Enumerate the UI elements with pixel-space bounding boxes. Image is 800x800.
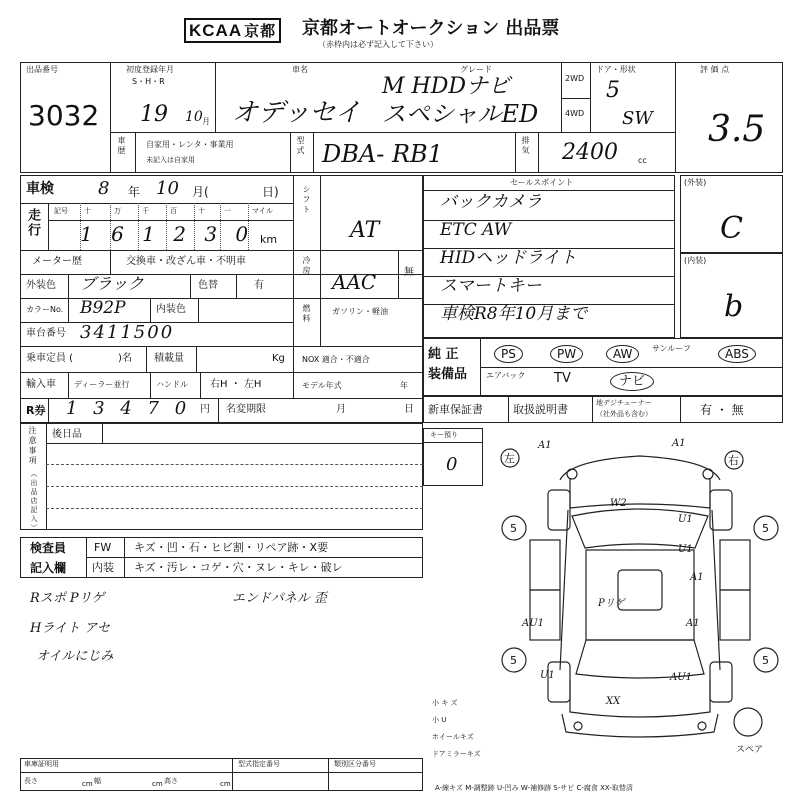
damage-mark-12: XX (606, 696, 621, 707)
capacity-label: 乗車定員 ( (26, 353, 74, 364)
car-front-bumper (560, 456, 720, 480)
import-options: ディーラー並行 (74, 380, 130, 389)
damage-mark-4: U1 (678, 514, 693, 525)
damage-mark-9: Pリゲ (598, 598, 625, 609)
notes-label-sub: （出品店記入） (30, 470, 38, 533)
shaken-year: 8 (98, 178, 110, 199)
damage-mark-11: AU1 (670, 672, 693, 683)
first-reg-label: 初度登録年月 (126, 65, 174, 74)
color-change-label: 色替 (198, 280, 218, 291)
inspector-label-2: 記入欄 (30, 561, 67, 575)
color-no-label: カラーNo. (26, 305, 64, 314)
sales-point-line: スマートキー (440, 276, 542, 296)
damage-mark-1: A1 (538, 440, 552, 451)
int-insp-options: キズ・汚レ・コゲ・穴・ヌレ・キレ・破レ (134, 561, 343, 574)
load-label: 積載量 (154, 353, 184, 364)
grade-label: グレード (460, 65, 492, 74)
car-sunroof (618, 570, 662, 610)
sales-point-line: 車検R8年10月まで (440, 304, 588, 324)
int-grade-label: (内装) (684, 256, 707, 265)
int-color-label: 内装色 (156, 304, 186, 315)
mileage-col-label: 千 (142, 207, 149, 215)
car-diagram (490, 430, 790, 760)
equipment-item: TV (554, 371, 571, 386)
ext-color-value: ブラック (80, 274, 144, 293)
right-front-door (720, 540, 750, 590)
damage-mark-6: A1 (690, 572, 704, 583)
displacement-value: 2400 (562, 140, 618, 165)
equipment-item: AW (606, 345, 639, 363)
mileage-col-label: 万 (114, 207, 121, 215)
diagram-right-label: 右 (728, 454, 739, 467)
right-rear-door (720, 590, 750, 640)
footer-class-label: 類別区分番号 (334, 760, 376, 768)
era-options: S・H・R (132, 77, 165, 86)
door-label: ドア・形状 (596, 65, 636, 74)
4wd-label: 4WD (565, 109, 585, 118)
km-unit: km (260, 233, 278, 246)
inspector-label-1: 検査員 (30, 541, 67, 555)
spare-label: スペア (736, 745, 764, 755)
car-tailgate (570, 680, 710, 717)
legend-item: 小 U (432, 716, 447, 724)
load-unit: Kg (272, 353, 285, 364)
cc-unit: cc (638, 156, 647, 165)
grade-line1: M HDDナビ (382, 74, 510, 99)
equipment-item: ABS (718, 345, 756, 363)
damage-mark-7: AU1 (522, 618, 545, 629)
name-change-month: 月 (336, 404, 346, 415)
aircon-none: 無 (404, 267, 414, 278)
equipment-label-1: 純 正 (428, 347, 459, 362)
shaken-day-unit: 日) (262, 185, 279, 199)
mileage-col-label: マイル (252, 207, 273, 215)
rear-lamp-right (698, 722, 706, 730)
int-grade-value: b (724, 289, 744, 324)
mileage-col-label: 一 (224, 207, 231, 215)
key-label: キー預り (430, 431, 458, 439)
meter-history-label: メーター歴 (32, 256, 82, 267)
recycle-value: 1 3 4 7 0 (66, 398, 192, 419)
footer-length-label: 長さ (24, 777, 38, 785)
rear-date-label: 後日品 (52, 429, 82, 440)
sales-points-title: セールスポイント (510, 178, 574, 187)
shift-value: AT (350, 218, 380, 243)
2wd-label: 2WD (565, 74, 585, 83)
inspector-note: Hライト アセ (30, 621, 110, 636)
reg-year: 19 (140, 102, 168, 127)
int-insp-label: 内装 (92, 561, 114, 574)
color-no-value: B92P (80, 298, 126, 318)
vehicle-use-options: 自家用・レンタ・事業用 (146, 140, 234, 149)
left-front-door (530, 540, 560, 590)
reg-month: 10 (185, 109, 203, 125)
mileage-value: 1 6 1 2 3 0 (80, 222, 255, 246)
tire-rr-value: 5 (762, 654, 769, 667)
tire-fr-value: 5 (762, 522, 769, 535)
ext-color-label: 外装色 (26, 280, 56, 291)
kcaa-logo: KCAA 京都 (184, 18, 281, 43)
warranty-label: 新車保証書 (428, 403, 483, 416)
sales-point-line: ETC AW (440, 220, 512, 240)
yen-unit: 円 (200, 404, 210, 415)
car-name-label: 車名 (292, 65, 308, 74)
footer-height-label: 高さ (164, 777, 178, 785)
tire-rl-value: 5 (510, 654, 517, 667)
equipment-item: サンルーフ (652, 344, 691, 353)
inspector-note: Rスポ Pリゲ (30, 591, 105, 606)
model-year-unit: 年 (400, 381, 408, 390)
damage-mark-5: U1 (678, 544, 693, 555)
front-lamp-left (567, 469, 577, 479)
lot-number: 3032 (28, 99, 100, 132)
footer-height-unit: cm (220, 780, 231, 788)
damage-mark-2: A1 (672, 438, 686, 449)
name-change-day: 日 (404, 404, 414, 415)
legend-item: ホイールキズ (432, 733, 474, 741)
inspector-note: オイルにじみ (36, 649, 114, 664)
inspector-note: エンドパネル 歪 (232, 591, 327, 606)
equipment-item: PW (550, 345, 583, 363)
front-lamp-right (703, 469, 713, 479)
mileage-col-label: 十 (84, 207, 91, 215)
import-label: 輸入車 (26, 379, 56, 390)
footer-length-unit: cm (82, 780, 93, 788)
displacement-label: 排気 (521, 136, 530, 156)
car-left-side (560, 510, 568, 670)
fw-label: FW (94, 541, 112, 554)
nox-options: NOX 適合・不適合 (302, 355, 370, 364)
recycle-label: R券 (26, 404, 46, 417)
key-count: 0 (446, 454, 458, 475)
lot-number-label: 出品番号 (26, 65, 58, 74)
name-change-label: 名変期限 (226, 404, 266, 415)
damage-mark-10: U1 (540, 670, 555, 681)
damage-mark-8: A1 (686, 618, 700, 629)
vehicle-use-label: 車歴 (117, 136, 126, 156)
legend-item: 小 キ ズ (432, 699, 458, 707)
sales-point-line: バックカメラ (440, 192, 542, 212)
sheet-title: 京都オートオークション 出品票 (302, 18, 560, 39)
footer-designation-label: 型式指定番号 (238, 760, 280, 768)
grade-line2: スペシャルED (382, 100, 539, 128)
digital-tuner-options: 有 ・ 無 (700, 403, 744, 417)
footer-cert-label: 車庫証明用 (24, 760, 59, 768)
shaken-month: 10 (156, 178, 179, 199)
car-name: オデッセイ (232, 98, 361, 128)
shaken-month-unit: 月( (192, 185, 209, 199)
handle-label: ハンドル (156, 380, 188, 389)
chassis-value: 3411500 (80, 322, 175, 343)
ext-grade-label: (外装) (684, 178, 707, 187)
score-value: 3.5 (708, 109, 766, 150)
model-label: 型式 (296, 136, 305, 156)
mileage-label: 走行 (25, 208, 40, 238)
digital-tuner-label: 地デジチューナー (596, 399, 652, 407)
model-code: DBA- RB1 (322, 140, 443, 168)
door-count: 5 (606, 78, 620, 103)
capacity-unit: )名 (118, 353, 132, 364)
shaken-year-unit: 年 (128, 185, 141, 199)
mileage-col-label: 百 (170, 207, 177, 215)
diagram-left-label: 左 (504, 452, 515, 465)
damage-mark-3: W2 (610, 498, 627, 509)
chassis-label: 車台番号 (26, 328, 66, 339)
ext-grade-value: C (720, 211, 743, 246)
sales-point-line: HIDヘッドライト (440, 248, 577, 268)
vehicle-use-note: 未記入は自家用 (146, 156, 195, 164)
meter-history-options: 交換車・改ざん車・不明車 (126, 256, 246, 267)
mileage-col-label: 記号 (54, 207, 68, 215)
sheet-subtitle: （赤枠内は必ず記入して下さい） (318, 40, 438, 49)
rear-lamp-left (574, 722, 582, 730)
mileage-col-label: 十 (198, 207, 205, 215)
aircon-label: 冷房 (302, 256, 311, 276)
car-roof (586, 550, 694, 640)
body-type: SW (622, 108, 653, 129)
aircon-value: AAC (332, 270, 377, 294)
car-hood (570, 478, 710, 508)
equipment-label-2: 装備品 (428, 367, 468, 382)
handle-options: 右H ・ 左H (210, 379, 262, 390)
fuel-options: ガソリン・軽油 (332, 307, 388, 316)
footer-width-unit: cm (152, 780, 163, 788)
equipment-item: エアバック (486, 371, 526, 380)
fw-options: キズ・凹・石・ヒビ割・リペア跡・X要 (134, 541, 329, 554)
rear-left-fender (548, 662, 570, 702)
footer-width-label: 幅 (94, 777, 101, 785)
equipment-item: PS (494, 345, 523, 363)
shift-label: シフト (302, 185, 311, 215)
spare-tire-marker (734, 708, 762, 736)
model-year-label: モデル年式 (302, 381, 342, 390)
rear-right-fender (710, 662, 732, 702)
fuel-label: 燃料 (302, 304, 311, 324)
legend-item: ドアミラーキズ (432, 750, 481, 758)
score-label: 評 価 点 (700, 65, 730, 74)
reg-month-unit: 月 (202, 117, 210, 126)
damage-codes: A-線キズ M-調整跡 U-凹み W-補修跡 S-サビ C-腐食 XX-取替済 (435, 784, 633, 792)
color-change-value: 有 (254, 280, 264, 291)
manual-label: 取扱説明書 (513, 403, 568, 416)
digital-tuner-note: （社外品も含む） (596, 410, 652, 418)
shaken-label: 車検 (26, 181, 54, 197)
left-rear-door (530, 590, 560, 640)
equipment-item: ナビ (610, 372, 654, 391)
notes-label: 注意事項 (28, 426, 37, 466)
tire-fl-value: 5 (510, 522, 517, 535)
car-right-side (712, 510, 720, 670)
